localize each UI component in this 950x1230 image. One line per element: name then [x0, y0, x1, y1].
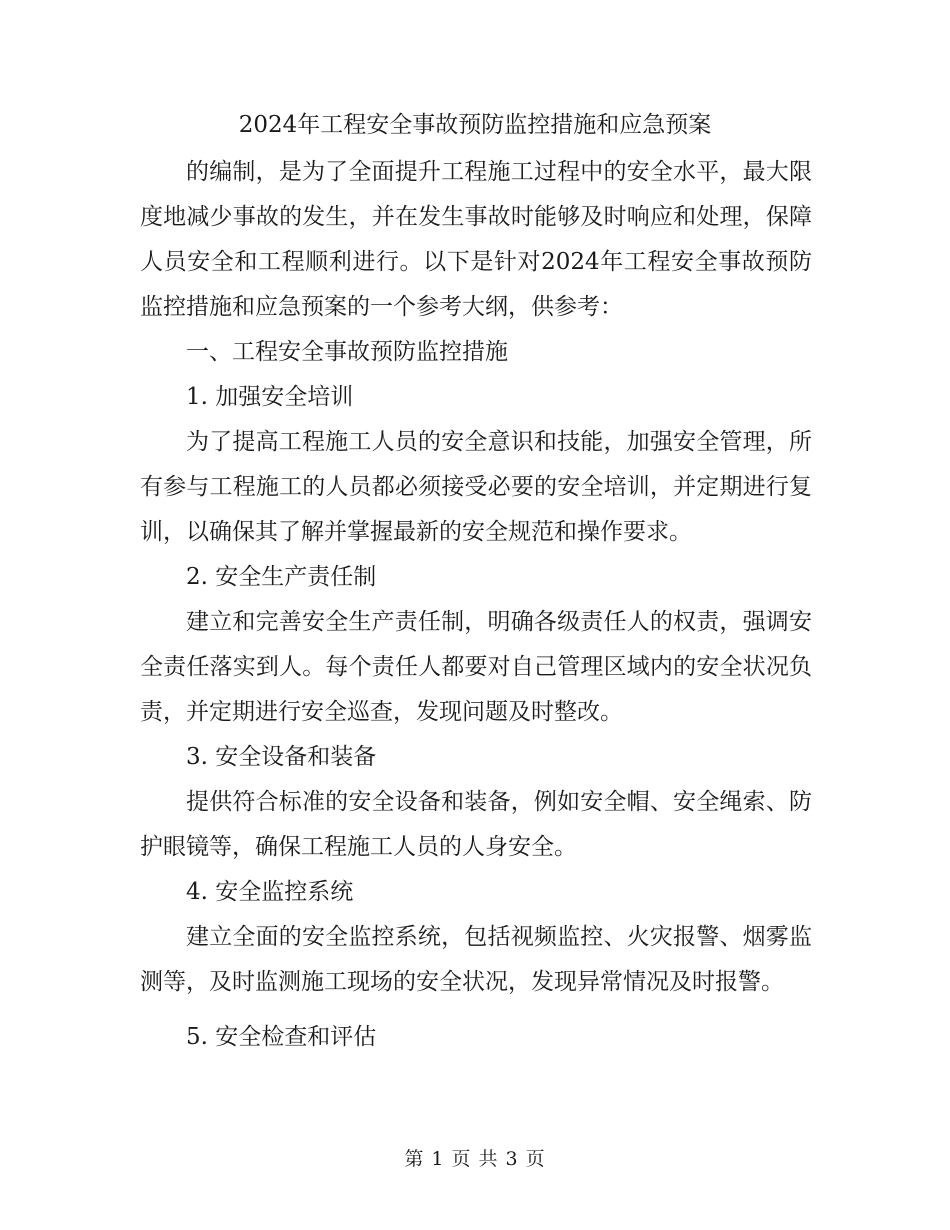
section-heading: 一、工程安全事故预防监控措施	[186, 339, 508, 365]
item-heading-3: 3. 安全设备和装备	[186, 744, 377, 770]
item-paragraph-1: 为了提高工程施工人员的安全意识和技能，加强安全管理，所有参与工程施工的人员都必须接受必要的安全培训，并定期进行复训，以确保其了解并掌握最新的安全规范和操作要求。	[140, 429, 812, 545]
page-footer: 第 1 页 共 3 页	[404, 1148, 546, 1170]
document-title: 2024年工程安全事故预防监控措施和应急预案	[238, 112, 712, 138]
item-heading-4: 4. 安全监控系统	[186, 879, 354, 905]
item-paragraph-4: 建立全面的安全监控系统，包括视频监控、火灾报警、烟雾监测等，及时监测施工现场的安全状况，发现异常情况及时报警。	[140, 924, 812, 995]
item-heading-5: 5. 安全检查和评估	[186, 1024, 377, 1050]
item-paragraph-3: 提供符合标准的安全设备和装备，例如安全帽、安全绳索、防护眼镜等，确保工程施工人员的人身安全。	[140, 789, 812, 860]
item-heading-2: 2. 安全生产责任制	[186, 564, 377, 590]
item-paragraph-2: 建立和完善安全生产责任制，明确各级责任人的权责，强调安全责任落实到人。每个责任人都要对自己管理区域内的安全状况负责，并定期进行安全巡查，发现问题及时整改。	[140, 609, 812, 725]
document-body	[140, 150, 812, 1060]
intro-paragraph: 的编制，是为了全面提升工程施工过程中的安全水平，最大限度地减少事故的发生，并在发生事故时能够及时响应和处理，保障人员安全和工程顺利进行。以下是针对2024年工程安全事故预防监控措施和应急预案的一个参考大纲，供参考：	[140, 159, 812, 320]
item-heading-1: 1. 加强安全培训	[186, 384, 354, 410]
